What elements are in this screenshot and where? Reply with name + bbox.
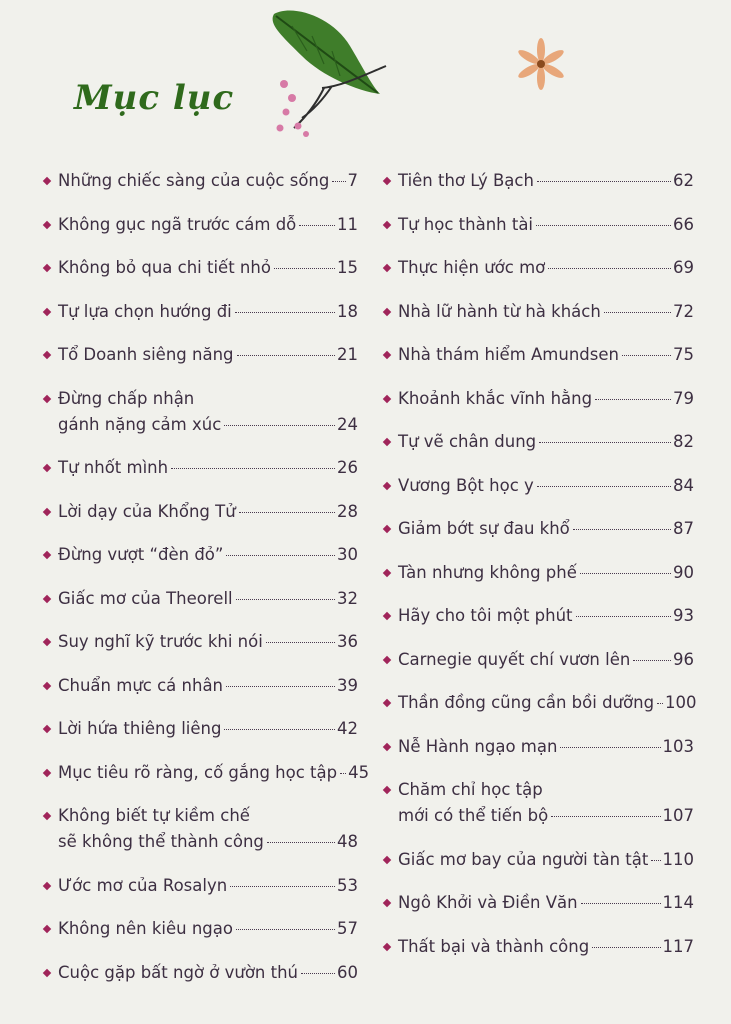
dot-leader: [651, 860, 660, 861]
dot-leader: [340, 773, 346, 774]
toc-entry: [380, 168, 694, 194]
toc-page-number: 45: [348, 762, 370, 782]
toc-entry-title: Nhà lữ hành từ hà khách: [398, 301, 601, 321]
toc-page-number: 69: [673, 258, 694, 277]
dot-leader: [235, 312, 335, 313]
toc-entry-title: mới có thể tiến bộ: [398, 806, 549, 825]
bullet-diamond-icon: [383, 394, 391, 402]
toc-entry: [40, 760, 370, 786]
bullet-diamond-icon: [383, 264, 391, 272]
toc-entry-title: Tàn nhưng không phế: [398, 562, 577, 582]
bullet-diamond-icon: [43, 307, 51, 315]
toc-page-number: 57: [337, 919, 358, 938]
toc-page-number: 36: [337, 632, 358, 651]
bullet-diamond-icon: [383, 351, 391, 359]
bullet-diamond-icon: [383, 177, 391, 185]
toc-entry-title: Đừng chấp nhận: [58, 388, 195, 408]
dot-leader: [266, 642, 335, 643]
toc-left-column: [40, 168, 370, 1003]
dot-leader: [622, 355, 671, 356]
dot-leader: [539, 442, 671, 443]
toc-page-number: 72: [673, 301, 694, 321]
toc-entry-title: Thần đồng cũng cần bồi dưỡng: [398, 693, 655, 712]
toc-entry: [40, 255, 358, 281]
toc-page-number: 15: [337, 258, 358, 277]
toc-entry-title: Cuộc gặp bất ngờ ở vườn thú: [58, 962, 299, 982]
bullet-diamond-icon: [383, 699, 391, 707]
toc-entry-title: Thất bại và thành công: [398, 936, 590, 956]
toc-entry-title: Suy nghĩ kỹ trước khi nói: [58, 632, 263, 651]
bullet-diamond-icon: [43, 768, 51, 776]
toc-right-column: [380, 168, 697, 977]
toc-entry: [380, 777, 694, 829]
dot-leader: [226, 686, 335, 687]
toc-entry-title: Giấc mơ của Theorell: [58, 588, 233, 608]
toc-entry-title: Ước mơ của Rosalyn: [58, 875, 228, 895]
toc-entry-title: Vương Bột học y: [398, 475, 534, 495]
toc-entry-title: Giấc mơ bay của người tàn tật: [398, 849, 649, 869]
toc-page-number: 24: [337, 414, 358, 434]
toc-entry-title: Không nên kiêu ngạo: [58, 919, 233, 938]
bullet-diamond-icon: [383, 855, 391, 863]
dot-leader: [592, 947, 660, 948]
dot-leader: [536, 225, 671, 226]
bullet-diamond-icon: [383, 438, 391, 446]
toc-page-number: 93: [673, 606, 694, 625]
toc-page-number: 32: [337, 588, 358, 608]
toc-page-number: 110: [662, 849, 694, 869]
toc-entry: [380, 847, 694, 873]
toc-entry: [40, 386, 358, 438]
dot-leader: [595, 399, 671, 400]
flower-icon: [513, 36, 569, 92]
toc-entry-title: Tự học thành tài: [398, 214, 534, 234]
dot-leader: [537, 181, 671, 182]
toc-page-number: 48: [337, 832, 358, 851]
toc-entry: [40, 168, 358, 194]
bullet-diamond-icon: [43, 351, 51, 359]
toc-page-number: 96: [673, 649, 694, 669]
toc-entry: [40, 716, 358, 742]
dot-leader: [239, 512, 335, 513]
dot-leader: [236, 929, 335, 930]
bullet-diamond-icon: [43, 812, 51, 820]
toc-page-number: 87: [673, 519, 694, 538]
toc-page-number: 11: [337, 214, 358, 234]
toc-entry-title: Khoảnh khắc vĩnh hằng: [398, 388, 593, 408]
toc-entry: [40, 916, 358, 942]
toc-page-number: 30: [337, 545, 358, 564]
toc-entry-title: Nhà thám hiểm Amundsen: [398, 345, 619, 364]
toc-entry-title: Không gục ngã trước cám dỗ: [58, 214, 297, 234]
bullet-diamond-icon: [383, 942, 391, 950]
toc-entry: [380, 212, 694, 238]
toc-page-number: 7: [347, 171, 358, 190]
toc-entry-title: Ngô Khởi và Điền Văn: [398, 893, 578, 912]
toc-entry-title: Chuẩn mực cá nhân: [58, 675, 224, 695]
dot-leader: [236, 599, 335, 600]
toc-entry: [40, 342, 358, 368]
toc-page-number: 26: [337, 458, 358, 477]
toc-entry: [380, 516, 694, 542]
bullet-diamond-icon: [383, 307, 391, 315]
toc-entry: [380, 429, 694, 455]
toc-page-number: 107: [662, 806, 694, 825]
leaf-branch-icon: [262, 6, 392, 141]
toc-entry-title: Carnegie quyết chí vươn lên: [398, 649, 631, 669]
toc-page-number: 28: [337, 501, 358, 521]
dot-leader: [299, 225, 335, 226]
dot-leader: [580, 573, 671, 574]
dot-leader: [537, 486, 671, 487]
bullet-diamond-icon: [43, 220, 51, 228]
toc-entry-title: Tự lựa chọn hướng đi: [58, 301, 232, 321]
toc-entry: [380, 734, 694, 760]
toc-entry-title: Nễ Hành ngạo mạn: [398, 736, 558, 756]
toc-entry-title: Lời hứa thiêng liêng: [58, 719, 222, 738]
toc-page-number: 18: [337, 301, 358, 321]
toc-entry-title: Giảm bớt sự đau khổ: [398, 519, 570, 538]
toc-entry-title: Mục tiêu rõ ràng, cố gắng học tập: [58, 762, 338, 782]
toc-entry-title: Tự nhốt mình: [58, 458, 169, 477]
bullet-diamond-icon: [43, 594, 51, 602]
toc-entry-title: Lời dạy của Khổng Tử: [58, 501, 236, 521]
toc-entry: [40, 455, 358, 481]
dot-leader: [551, 816, 660, 817]
toc-entry: [380, 386, 694, 412]
toc-entry: [380, 342, 694, 368]
toc-page-number: 103: [662, 736, 694, 756]
dot-leader: [548, 268, 671, 269]
toc-page-number: 75: [673, 345, 694, 364]
toc-entry-title: sẽ không thể thành công: [58, 832, 264, 851]
toc-page-number: 100: [665, 693, 697, 712]
toc-entry: [380, 603, 694, 629]
bullet-diamond-icon: [43, 725, 51, 733]
toc-page-number: 42: [337, 719, 358, 738]
toc-entry-title: Những chiếc sàng của cuộc sống: [58, 171, 330, 190]
toc-entry: [40, 803, 358, 855]
bullet-diamond-icon: [43, 968, 51, 976]
bullet-diamond-icon: [383, 481, 391, 489]
dot-leader: [226, 555, 335, 556]
toc-entry: [380, 473, 694, 499]
bullet-diamond-icon: [43, 394, 51, 402]
dot-leader: [171, 468, 335, 469]
dot-leader: [581, 903, 661, 904]
toc-entry-title: Tiên thơ Lý Bạch: [398, 171, 534, 190]
bullet-diamond-icon: [43, 264, 51, 272]
dot-leader: [230, 886, 335, 887]
bullet-diamond-icon: [383, 612, 391, 620]
toc-entry: [40, 499, 358, 525]
toc-page-number: 66: [673, 214, 694, 234]
toc-entry: [40, 873, 358, 899]
toc-entry: [380, 255, 694, 281]
toc-entry: [40, 299, 358, 325]
toc-entry-title: Hãy cho tôi một phút: [398, 606, 573, 625]
toc-page-number: 82: [673, 432, 694, 451]
bullet-diamond-icon: [383, 568, 391, 576]
bullet-diamond-icon: [43, 925, 51, 933]
toc-page-number: 39: [337, 675, 358, 695]
toc-entry-title: Không biết tự kiềm chế: [58, 806, 250, 825]
dot-leader: [604, 312, 671, 313]
dot-leader: [274, 268, 335, 269]
bullet-diamond-icon: [43, 681, 51, 689]
dot-leader: [224, 425, 335, 426]
bullet-diamond-icon: [383, 899, 391, 907]
toc-page-number: 90: [673, 562, 694, 582]
toc-page-number: 53: [337, 875, 358, 895]
toc-entry: [380, 299, 694, 325]
bullet-diamond-icon: [43, 177, 51, 185]
bullet-diamond-icon: [43, 507, 51, 515]
bullet-diamond-icon: [383, 220, 391, 228]
dot-leader: [657, 703, 663, 704]
toc-page-number: 79: [673, 388, 694, 408]
bullet-diamond-icon: [43, 638, 51, 646]
toc-page-number: 117: [662, 936, 694, 956]
bullet-diamond-icon: [383, 655, 391, 663]
toc-page-number: 21: [337, 345, 358, 364]
dot-leader: [267, 842, 335, 843]
toc-entry-title: gánh nặng cảm xúc: [58, 414, 222, 434]
bullet-diamond-icon: [43, 881, 51, 889]
toc-entry: [40, 586, 358, 612]
toc-page-number: 84: [673, 475, 694, 495]
toc-entry: [40, 542, 358, 568]
page-title: Mục lục: [74, 78, 235, 118]
toc-entry: [380, 690, 697, 716]
toc-entry-title: Không bỏ qua chi tiết nhỏ: [58, 258, 271, 277]
toc-entry-title: Chăm chỉ học tập: [398, 780, 543, 799]
dot-leader: [573, 529, 671, 530]
bullet-diamond-icon: [383, 525, 391, 533]
dot-leader: [224, 729, 335, 730]
bullet-diamond-icon: [43, 464, 51, 472]
dot-leader: [560, 747, 660, 748]
bullet-diamond-icon: [43, 551, 51, 559]
toc-entry-title: Tự vẽ chân dung: [398, 432, 537, 451]
toc-entry: [380, 890, 694, 916]
dot-leader: [576, 616, 671, 617]
dot-leader: [332, 181, 345, 182]
toc-entry: [40, 212, 358, 238]
toc-entry: [380, 934, 694, 960]
toc-page-number: 114: [662, 893, 694, 912]
toc-entry: [40, 673, 358, 699]
bullet-diamond-icon: [383, 742, 391, 750]
toc-entry: [380, 647, 694, 673]
toc-page-number: 60: [337, 962, 358, 982]
toc-entry-title: Tổ Doanh siêng năng: [58, 345, 234, 364]
toc-page-number: 62: [673, 171, 694, 190]
dot-leader: [633, 660, 671, 661]
toc-entry: [380, 560, 694, 586]
toc-entry-title: Đừng vượt “đèn đỏ”: [58, 545, 224, 564]
dot-leader: [301, 973, 335, 974]
bullet-diamond-icon: [383, 786, 391, 794]
dot-leader: [237, 355, 336, 356]
toc-entry: [40, 960, 358, 986]
toc-entry-title: Thực hiện ước mơ: [398, 258, 546, 277]
toc-entry: [40, 629, 358, 655]
